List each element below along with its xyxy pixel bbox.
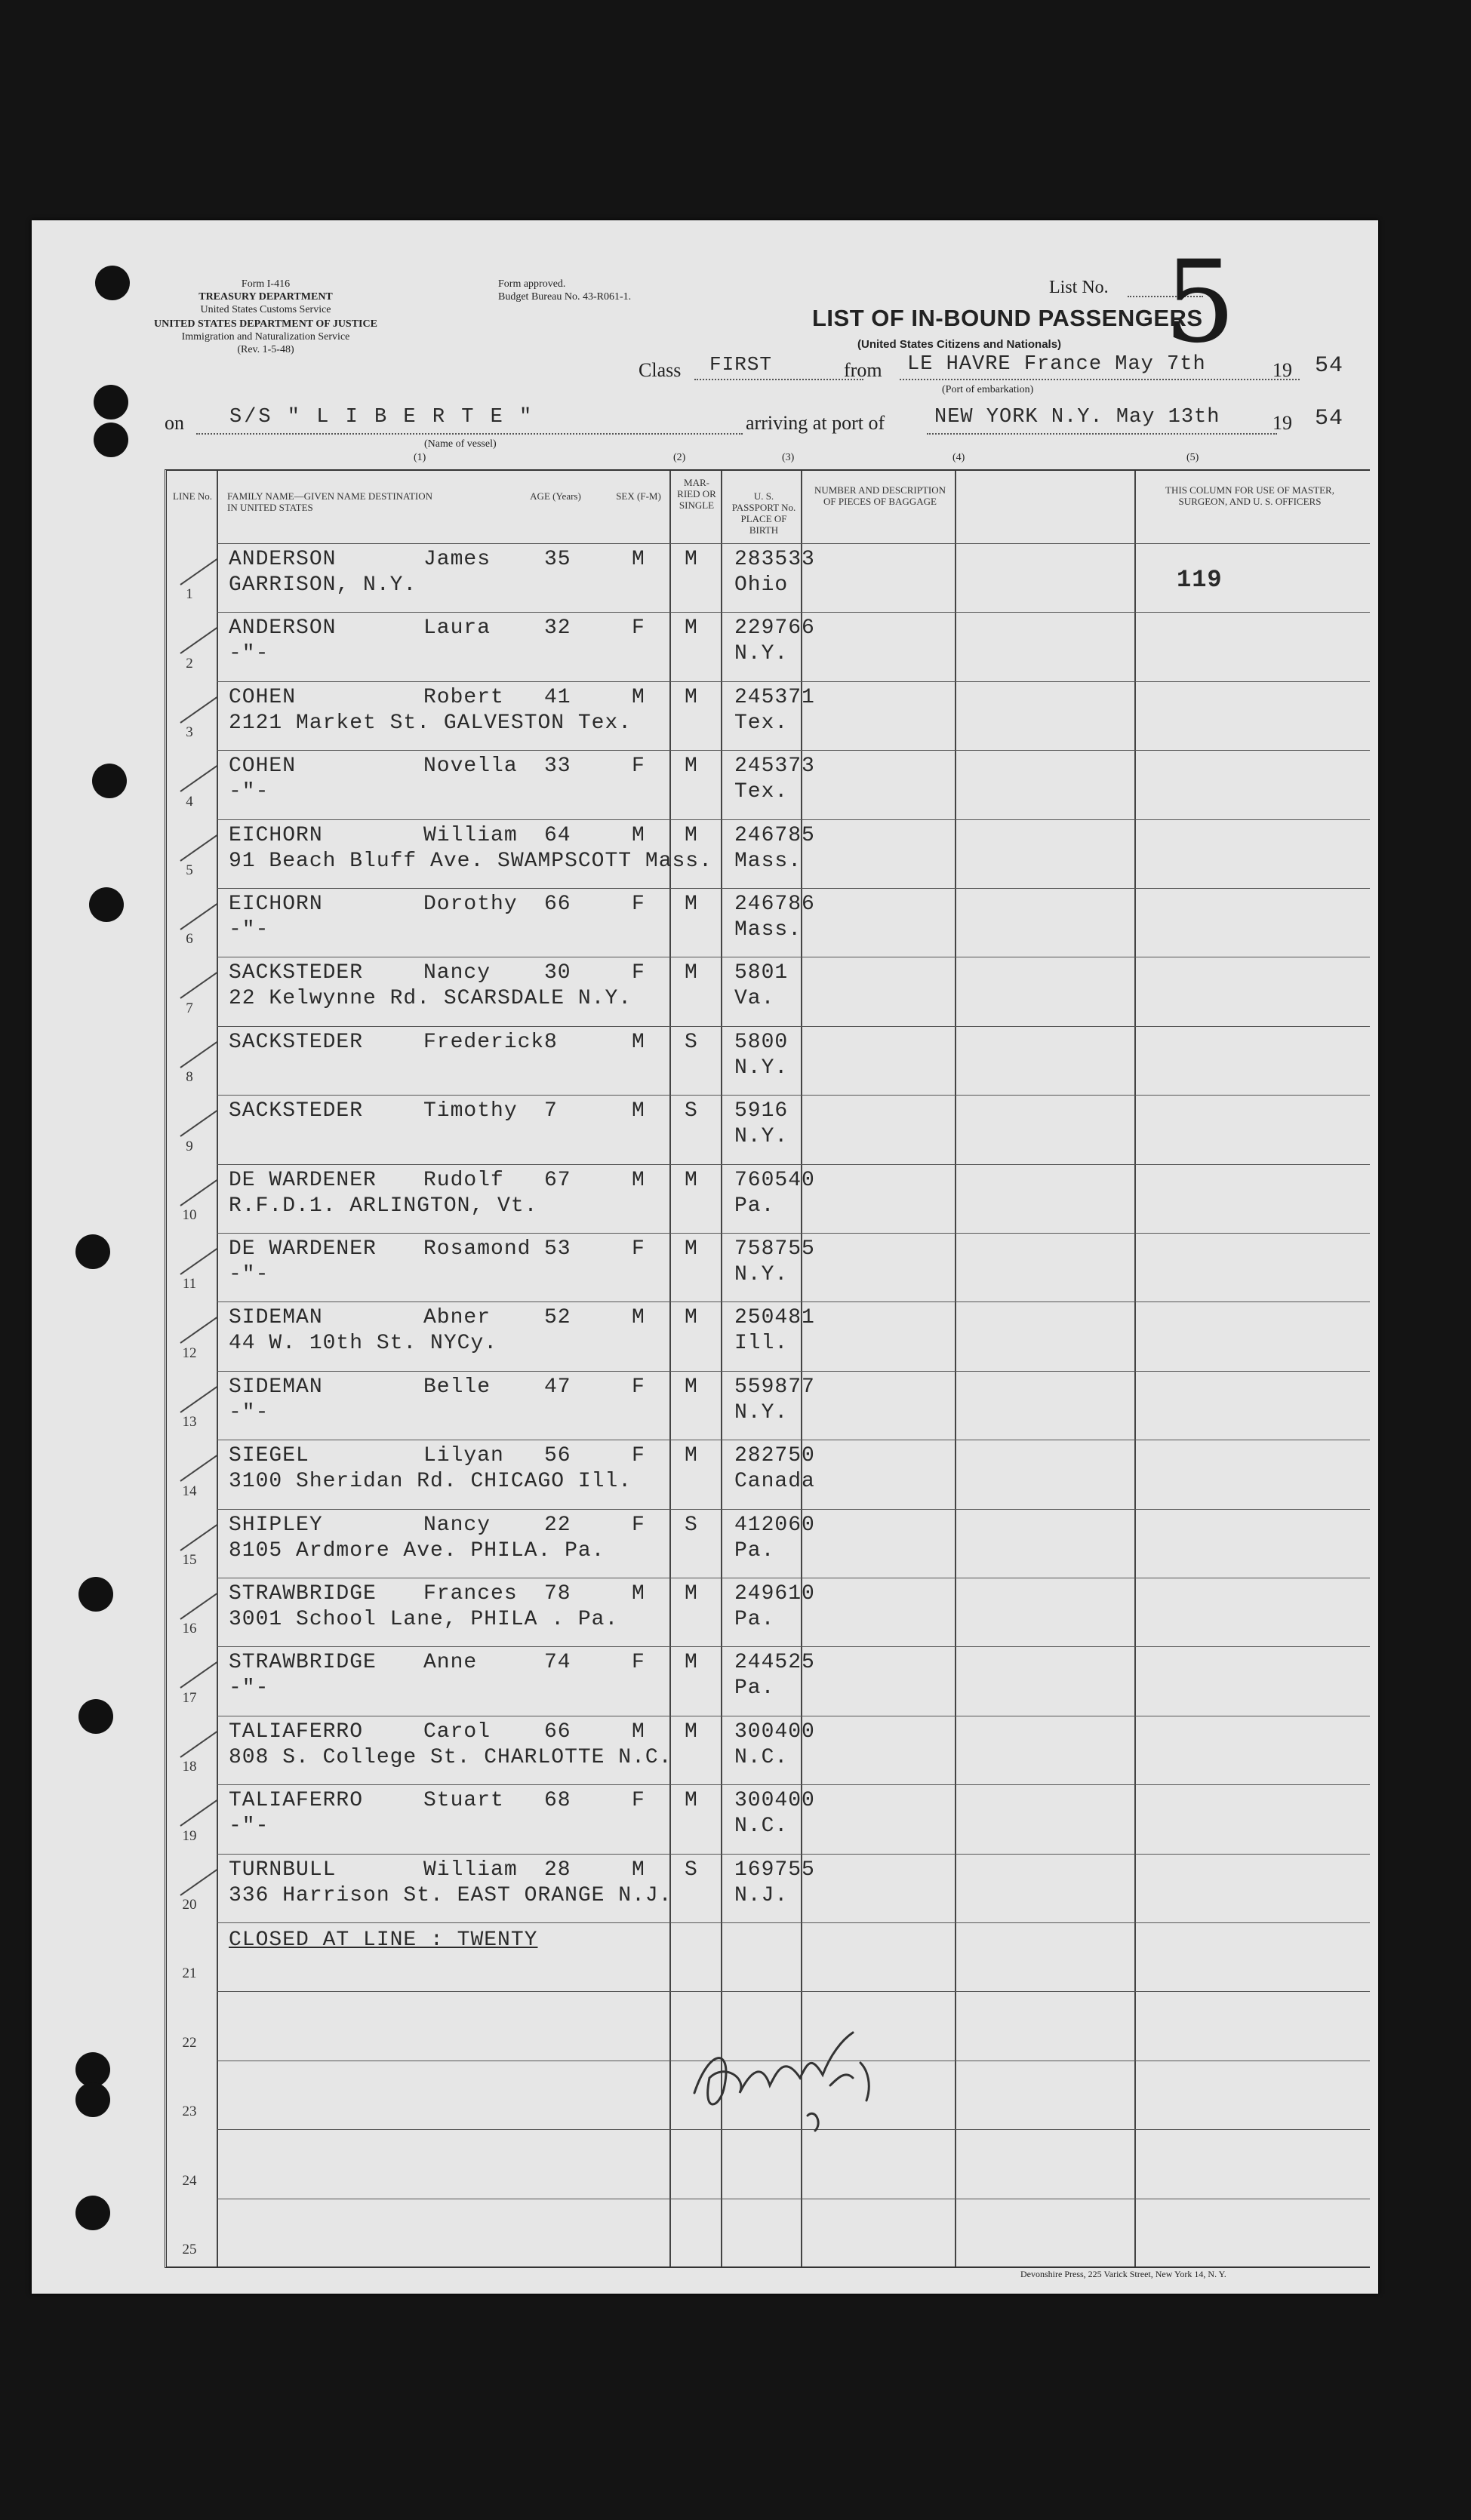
marital-status: M — [685, 754, 698, 779]
punch-hole — [78, 1699, 113, 1734]
col-number-2: (2) — [673, 452, 686, 463]
header-line-no: LINE No. — [173, 490, 212, 502]
age: 52 — [544, 1306, 571, 1330]
row-divider — [217, 1509, 1370, 1510]
sex: M — [632, 1168, 645, 1192]
col-number-3: (3) — [782, 452, 795, 463]
age: 74 — [544, 1651, 571, 1675]
marital-status: M — [685, 1306, 698, 1330]
list-subtitle: (United States Citizens and Nationals) — [857, 338, 1062, 351]
place-of-birth: N.Y. — [734, 1400, 789, 1424]
arriving-label: arriving at port of — [746, 412, 885, 434]
destination: 91 Beach Bluff Ave. SWAMPSCOTT Mass. — [229, 849, 712, 873]
destination: GARRISON, N.Y. — [229, 573, 417, 597]
header-married: MAR-RIED OR SINGLE — [677, 477, 716, 511]
marital-status: M — [685, 548, 698, 571]
sex: M — [632, 1719, 645, 1744]
passport-number: 245371 — [734, 685, 815, 709]
given-name: Laura — [423, 616, 491, 641]
age: 28 — [544, 1858, 571, 1882]
tally-mark — [180, 1317, 217, 1344]
line-number: 17 — [182, 1689, 197, 1706]
family-name: COHEN — [229, 754, 297, 779]
age: 32 — [544, 616, 571, 641]
marital-status: S — [685, 1099, 698, 1123]
form-number: Form I-416 — [241, 278, 291, 290]
line-number: 21 — [182, 1965, 197, 1982]
age: 53 — [544, 1237, 571, 1261]
header-officers: THIS COLUMN FOR USE OF MASTER, SURGEON, AND U. S. OFFICERS — [1165, 484, 1334, 507]
family-name: SIDEMAN — [229, 1306, 323, 1330]
line-number: 1 — [186, 586, 193, 603]
passport-number: 229766 — [734, 616, 815, 641]
sex: F — [632, 616, 645, 641]
sex: M — [632, 1030, 645, 1054]
budget-bureau: Budget Bureau No. 43-R061-1. — [498, 291, 632, 303]
place-of-birth: Mass. — [734, 849, 802, 873]
tally-mark — [180, 1593, 217, 1620]
row-divider — [217, 1922, 1370, 1923]
destination: 3001 School Lane, PHILA . Pa. — [229, 1608, 619, 1631]
line-number: 13 — [182, 1414, 197, 1431]
given-name: Nancy — [423, 1513, 491, 1537]
passport-number: 282750 — [734, 1444, 815, 1468]
place-of-birth: N.C. — [734, 1745, 789, 1769]
row-divider — [217, 1371, 1370, 1372]
line-number: 14 — [182, 1483, 197, 1499]
place-of-birth: Pa. — [734, 1676, 775, 1701]
passport-number: 250481 — [734, 1306, 815, 1330]
age: 30 — [544, 961, 571, 985]
sex: F — [632, 893, 645, 916]
sex: M — [632, 1582, 645, 1606]
tally-mark — [180, 903, 217, 930]
age: 33 — [544, 754, 571, 779]
passport-number: 283533 — [734, 548, 815, 571]
row-divider — [217, 681, 1370, 682]
age: 7 — [544, 1099, 558, 1123]
line-number: 3 — [186, 724, 193, 741]
sex: F — [632, 1513, 645, 1537]
marital-status: S — [685, 1030, 698, 1054]
punch-hole — [92, 764, 127, 798]
col-number-1: (1) — [414, 452, 426, 463]
family-name: TALIAFERRO — [229, 1789, 364, 1813]
punch-hole — [94, 385, 128, 419]
sex: F — [632, 1444, 645, 1468]
year-prefix-1: 19 — [1273, 359, 1292, 381]
age: 78 — [544, 1582, 571, 1606]
header-age: AGE (Years) — [530, 490, 581, 502]
family-name: COHEN — [229, 685, 297, 709]
ins-service: Immigration and Naturalization Service — [181, 331, 350, 343]
row-divider — [217, 1164, 1370, 1165]
family-name: SHIPLEY — [229, 1513, 323, 1537]
given-name: Robert — [423, 685, 504, 709]
line-number: 8 — [186, 1069, 193, 1086]
passport-number: 300400 — [734, 1719, 815, 1744]
passport-number: 246786 — [734, 893, 815, 916]
punch-hole — [75, 2082, 110, 2117]
family-name: DE WARDENER — [229, 1168, 377, 1192]
tally-mark — [180, 627, 217, 654]
marital-status: M — [685, 1719, 698, 1744]
row-divider — [217, 1646, 1370, 1647]
tally-mark — [180, 972, 217, 999]
given-name: Anne — [423, 1651, 478, 1675]
tally-mark — [180, 1248, 217, 1275]
destination: 8105 Ardmore Ave. PHILA. Pa. — [229, 1538, 605, 1563]
line-number: 22 — [182, 2034, 197, 2051]
passenger-table — [165, 469, 1370, 2268]
line-number: 7 — [186, 1000, 193, 1016]
tally-mark — [180, 1179, 217, 1206]
list-title: LIST OF IN-BOUND PASSENGERS — [812, 305, 1203, 331]
marital-status: M — [685, 1168, 698, 1192]
family-name: STRAWBRIDGE — [229, 1582, 377, 1606]
tally-mark — [180, 1110, 217, 1137]
class-value: FIRST — [709, 353, 773, 376]
col-number-5: (5) — [1186, 452, 1199, 463]
age: 22 — [544, 1513, 571, 1537]
place-of-birth: N.C. — [734, 1815, 789, 1839]
family-name: TURNBULL — [229, 1858, 337, 1882]
given-name: Lilyan — [423, 1444, 504, 1468]
row-divider — [217, 1233, 1370, 1234]
marital-status: M — [685, 1375, 698, 1399]
given-name: William — [423, 1858, 518, 1882]
passport-number: 559877 — [734, 1375, 815, 1399]
destination: R.F.D.1. ARLINGTON, Vt. — [229, 1194, 538, 1218]
place-of-birth: Ill. — [734, 1332, 789, 1356]
punch-hole — [95, 266, 130, 300]
passport-number: 5801 — [734, 961, 789, 985]
destination: -"- — [229, 918, 269, 942]
passport-number: 245373 — [734, 754, 815, 779]
vessel-label: (Name of vessel) — [424, 438, 497, 450]
officer-annotation: 119 — [1177, 566, 1223, 594]
col-number-4: (4) — [952, 452, 965, 463]
place-of-birth: Pa. — [734, 1538, 775, 1563]
given-name: Abner — [423, 1306, 491, 1330]
year-2: 54 — [1315, 406, 1344, 432]
age: 66 — [544, 1719, 571, 1744]
family-name: DE WARDENER — [229, 1237, 377, 1261]
marital-status: M — [685, 1444, 698, 1468]
row-divider — [217, 750, 1370, 751]
year-prefix-2: 19 — [1273, 412, 1292, 434]
tally-mark — [180, 834, 217, 861]
given-name: Stuart — [423, 1789, 504, 1813]
place-of-birth: Ohio — [734, 573, 789, 597]
printer-footer: Devonshire Press, 225 Varick Street, New York 14, N. Y. — [1020, 2269, 1226, 2279]
arrival-port: NEW YORK N.Y. May 13th — [934, 406, 1220, 429]
punch-hole — [75, 1234, 110, 1269]
place-of-birth: Pa. — [734, 1194, 775, 1218]
destination: -"- — [229, 1400, 269, 1424]
punch-hole — [75, 2196, 110, 2230]
family-name: SIEGEL — [229, 1444, 309, 1468]
class-label: Class — [639, 359, 682, 381]
passport-number: 760540 — [734, 1168, 815, 1192]
passport-number: 246785 — [734, 823, 815, 847]
punch-hole — [94, 423, 128, 457]
line-number: 12 — [182, 1345, 197, 1361]
family-name: STRAWBRIDGE — [229, 1651, 377, 1675]
marital-status: S — [685, 1513, 698, 1537]
given-name: Novella — [423, 754, 518, 779]
place-of-birth: N.Y. — [734, 1125, 789, 1149]
line-number: 10 — [182, 1207, 197, 1223]
embarkation-label: (Port of embarkation) — [942, 384, 1034, 395]
closing-line: CLOSED AT LINE : TWENTY — [229, 1928, 538, 1952]
tally-mark — [180, 1386, 217, 1413]
tally-mark — [180, 1661, 217, 1689]
given-name: Frances — [423, 1582, 518, 1606]
line-number: 23 — [182, 2104, 197, 2120]
from-label: from — [844, 359, 882, 381]
place-of-birth: Pa. — [734, 1608, 775, 1631]
sex: F — [632, 1375, 645, 1399]
marital-status: M — [685, 1789, 698, 1813]
line-number: 5 — [186, 862, 193, 878]
destination: 808 S. College St. CHARLOTTE N.C. — [229, 1745, 672, 1769]
line-number: 15 — [182, 1552, 197, 1568]
passport-number: 249610 — [734, 1582, 815, 1606]
punch-hole — [89, 887, 124, 922]
destination: -"- — [229, 1676, 269, 1701]
place-of-birth: N.Y. — [734, 642, 789, 666]
family-name: SACKSTEDER — [229, 1030, 364, 1054]
sex: F — [632, 1651, 645, 1675]
row-divider — [217, 1991, 1370, 1992]
age: 47 — [544, 1375, 571, 1399]
line-number: 19 — [182, 1827, 197, 1844]
line-number: 24 — [182, 2172, 197, 2189]
sex: F — [632, 754, 645, 779]
place-of-birth: Tex. — [734, 780, 789, 804]
sex: M — [632, 685, 645, 709]
line-number: 4 — [186, 793, 193, 810]
embarkation-port: LE HAVRE France May 7th — [907, 353, 1206, 376]
year-1: 54 — [1315, 353, 1344, 379]
family-name: SACKSTEDER — [229, 961, 364, 985]
place-of-birth: Mass. — [734, 918, 802, 942]
given-name: Nancy — [423, 961, 491, 985]
passport-number: 244525 — [734, 1651, 815, 1675]
row-divider — [217, 888, 1370, 889]
form-revision: (Rev. 1-5-48) — [237, 344, 294, 355]
family-name: EICHORN — [229, 823, 323, 847]
age: 67 — [544, 1168, 571, 1192]
passport-number: 758755 — [734, 1237, 815, 1261]
family-name: EICHORN — [229, 893, 323, 916]
header-passport: U. S. PASSPORT No. PLACE OF BIRTH — [731, 490, 796, 536]
justice-dept: UNITED STATES DEPARTMENT OF JUSTICE — [154, 318, 377, 330]
line-number: 6 — [186, 931, 193, 948]
destination: 22 Kelwynne Rd. SCARSDALE N.Y. — [229, 987, 632, 1011]
destination: -"- — [229, 780, 269, 804]
tally-mark — [180, 1799, 217, 1827]
sex: M — [632, 1099, 645, 1123]
row-divider — [217, 1026, 1370, 1027]
treasury-dept: TREASURY DEPARTMENT — [198, 291, 333, 303]
passport-number: 412060 — [734, 1513, 815, 1537]
passport-number: 300400 — [734, 1789, 815, 1813]
tally-mark — [180, 1868, 217, 1895]
age: 41 — [544, 685, 571, 709]
age: 35 — [544, 548, 571, 571]
row-divider — [217, 1095, 1370, 1096]
line-number: 11 — [182, 1276, 197, 1292]
place-of-birth: Va. — [734, 987, 775, 1011]
sex: M — [632, 1306, 645, 1330]
header-sex: SEX (F-M) — [616, 490, 661, 502]
inspector-signature — [679, 2002, 913, 2138]
row-divider — [217, 1784, 1370, 1785]
given-name: James — [423, 548, 491, 571]
row-divider — [217, 612, 1370, 613]
vessel-name: S/S " L I B E R T E " — [229, 406, 534, 429]
destination: -"- — [229, 1815, 269, 1839]
family-name: SIDEMAN — [229, 1375, 323, 1399]
row-divider — [217, 1301, 1370, 1302]
tally-mark — [180, 558, 217, 585]
sex: F — [632, 1237, 645, 1261]
destination: -"- — [229, 642, 269, 666]
form-approved: Form approved. — [498, 278, 566, 290]
passport-number: 169755 — [734, 1858, 815, 1882]
row-divider — [217, 1854, 1370, 1855]
place-of-birth: Tex. — [734, 711, 789, 735]
list-number: 5 — [1164, 237, 1236, 368]
header-name-destination: FAMILY NAME—GIVEN NAME DESTINATION IN UNITED STATES — [227, 490, 433, 513]
destination: 336 Harrison St. EAST ORANGE N.J. — [229, 1883, 672, 1907]
tally-mark — [180, 1041, 217, 1068]
sex: F — [632, 961, 645, 985]
tally-mark — [180, 765, 217, 792]
given-name: Frederick — [423, 1030, 545, 1054]
age: 66 — [544, 893, 571, 916]
given-name: Rudolf — [423, 1168, 504, 1192]
marital-status: M — [685, 893, 698, 916]
manifest-page — [32, 220, 1378, 2294]
tally-mark — [180, 1731, 217, 1758]
place-of-birth: N.Y. — [734, 1263, 789, 1286]
given-name: Dorothy — [423, 893, 518, 916]
family-name: SACKSTEDER — [229, 1099, 364, 1123]
marital-status: S — [685, 1858, 698, 1882]
marital-status: M — [685, 1582, 698, 1606]
given-name: Belle — [423, 1375, 491, 1399]
place-of-birth: Canada — [734, 1470, 815, 1494]
marital-status: M — [685, 1237, 698, 1261]
family-name: TALIAFERRO — [229, 1719, 364, 1744]
customs-service: United States Customs Service — [200, 304, 331, 315]
passport-number: 5800 — [734, 1030, 789, 1054]
given-name: William — [423, 823, 518, 847]
age: 68 — [544, 1789, 571, 1813]
sex: F — [632, 1789, 645, 1813]
tally-mark — [180, 1523, 217, 1550]
destination: 2121 Market St. GALVESTON Tex. — [229, 711, 632, 735]
line-number: 20 — [182, 1897, 197, 1913]
tally-mark — [180, 696, 217, 724]
destination: -"- — [229, 1263, 269, 1286]
marital-status: M — [685, 823, 698, 847]
place-of-birth: N.Y. — [734, 1056, 789, 1080]
row-divider — [217, 819, 1370, 820]
age: 8 — [544, 1030, 558, 1054]
list-no-label: List No. — [1049, 278, 1109, 297]
marital-status: M — [685, 961, 698, 985]
sex: M — [632, 823, 645, 847]
family-name: ANDERSON — [229, 548, 337, 571]
given-name: Timothy — [423, 1099, 518, 1123]
age: 64 — [544, 823, 571, 847]
punch-hole — [78, 1577, 113, 1612]
marital-status: M — [685, 616, 698, 641]
age: 56 — [544, 1444, 571, 1468]
given-name: Carol — [423, 1719, 491, 1744]
sex: M — [632, 548, 645, 571]
line-number: 2 — [186, 655, 193, 671]
passport-number: 5916 — [734, 1099, 789, 1123]
line-number: 25 — [182, 2242, 197, 2257]
line-number: 16 — [182, 1621, 197, 1637]
line-number: 18 — [182, 1759, 197, 1775]
family-name: ANDERSON — [229, 616, 337, 641]
destination: 3100 Sheridan Rd. CHICAGO Ill. — [229, 1470, 632, 1494]
on-label: on — [165, 412, 184, 434]
marital-status: M — [685, 685, 698, 709]
marital-status: M — [685, 1651, 698, 1675]
sex: M — [632, 1858, 645, 1882]
tally-mark — [180, 1455, 217, 1482]
destination: 44 W. 10th St. NYCy. — [229, 1332, 498, 1356]
line-number: 9 — [186, 1138, 193, 1154]
place-of-birth: N.J. — [734, 1883, 789, 1907]
given-name: Rosamond — [423, 1237, 531, 1261]
header-baggage: NUMBER AND DESCRIPTION OF PIECES OF BAGGAGE — [814, 484, 946, 507]
